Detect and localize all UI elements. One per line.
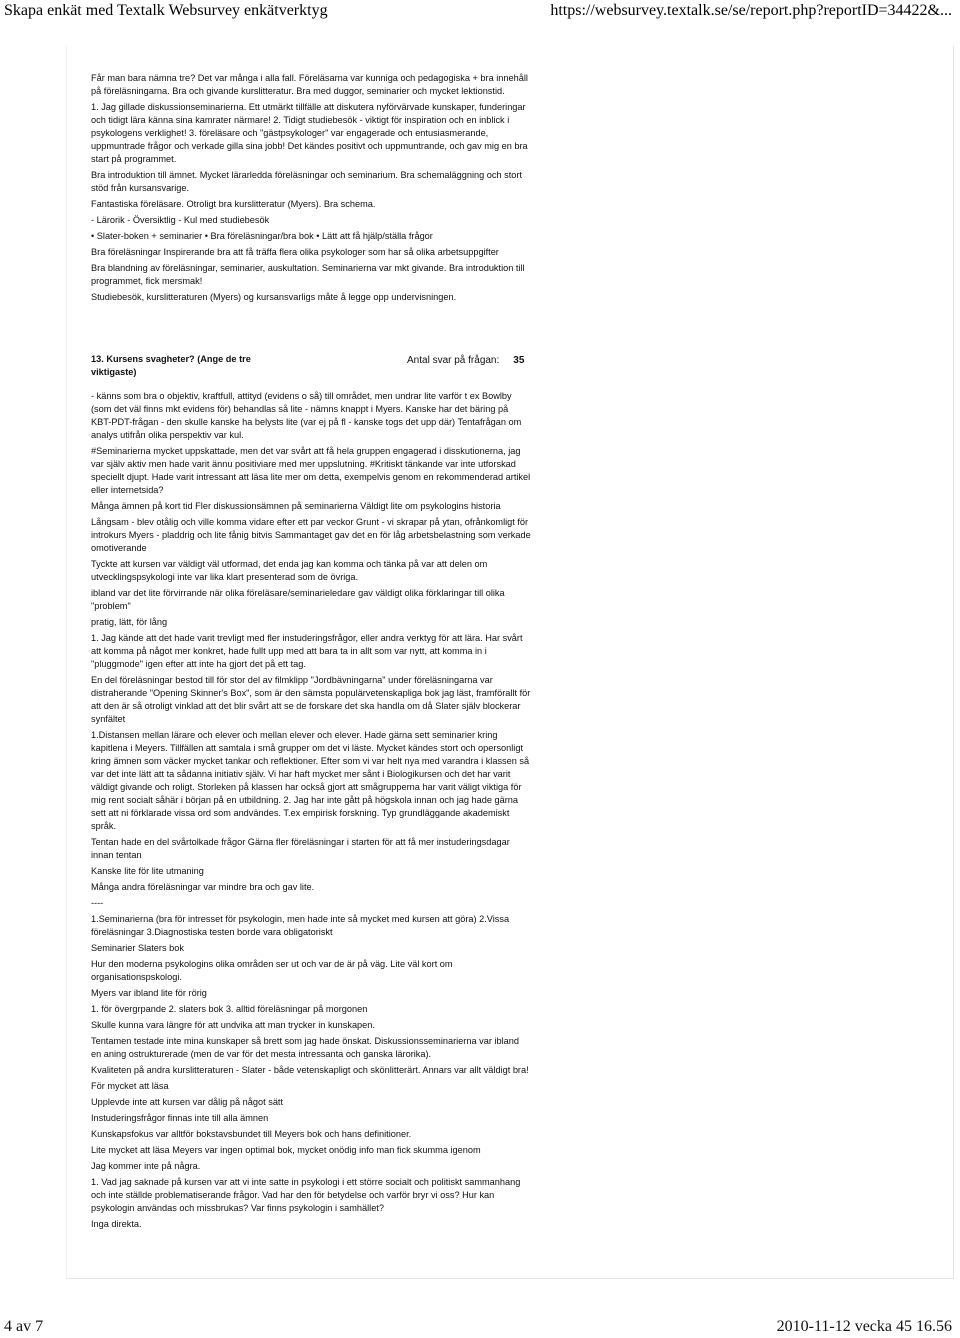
answer-item: Långsam - blev otålig och ville komma vidare efter ett par veckor Grunt - vi skrapar på ytan, ofrånkomligt för introkurs Myers - pladdrig och lite fånig bitvis Sammantaget gav det en för låg arbetsbelastning som verkade omotiverande: [91, 517, 531, 553]
answer-item: - Lärorik - Översiktlig - Kul med studiebesök: [91, 215, 270, 225]
answer-item: ibland var det lite förvirrande när olika föreläsare/seminarieledare gav väldigt olika förklaringar till olika "problem": [91, 588, 505, 611]
answer-item: Tentan hade en del svårtolkade frågor Gärna fler föreläsningar i starten för att få mer instuderingsdagar innan tentan: [91, 837, 510, 860]
previous-question-answers: [91, 72, 536, 307]
answer-item: Tentamen testade inte mina kunskaper så brett som jag hade önskat. Diskussionsseminarierna var ibland en aning ostrukturerade (men de var för det mesta intressanta och ganska lärorika).: [91, 1036, 519, 1059]
answer-item: Studiebesök, kurslitteraturen (Myers) og kursansvarligs måte å legge opp undervisningen.: [91, 292, 457, 302]
answer-item: Får man bara nämna tre? Det var många i alla fall. Föreläsarna var kunniga och pedagogiska + bra innehåll på föreläsningarna. Bra och givande kurslitteratur. Bra med duggor, seminarier och mycket lektionstid.: [91, 73, 528, 96]
answer-item: Kvaliteten på andra kurslitteraturen - Slater - både vetenskapligt och skönlitterärt. Annars var allt väldigt bra!: [91, 1065, 529, 1075]
answer-item: Bra introduktion till ämnet. Mycket lärarledda föreläsningar och seminarium. Bra schemaläggning och stort stöd från kursansvarige.: [91, 170, 522, 193]
answer-item: Kunskapsfokus var alltför bokstavsbundet till Meyers bok och hans definitioner.: [91, 1129, 412, 1139]
print-date: 2010-11-12 vecka 45 16.56: [776, 1318, 952, 1335]
answer-count: [407, 355, 524, 366]
answer-item: Upplevde inte att kursen var dålig på något sätt: [91, 1097, 284, 1107]
answer-item: 1. Jag gillade diskussionseminarierna. Ett utmärkt tillfälle att diskutera nyförvärvade kunskaper, funderingar och tidigt lära känna sina kamrater närmare! 2. Tidigt studiebesök - viktigt för inspiration och en inblick i psykologens verklighet! 3. föreläsare och "gästpsykologer" var engagerade och entusiasmerande, uppmuntrade frågor och verkade gilla sina jobb! Det kändes positivt och uppmuntrande, och gav mig en bra start på programmet.: [91, 102, 528, 164]
answer-item: Tyckte att kursen var väldigt väl utformad, det enda jag kan komma och tänka på var att delen om utvecklingspsykologi inte var lika klart presenterad som de övriga.: [91, 559, 488, 582]
answer-item: • Slater-boken + seminarier • Bra föreläsningar/bra bok • Lätt att få hjälp/ställa frågor: [91, 231, 433, 241]
answer-item: Många ämnen på kort tid Fler diskussionsämnen på seminarierna Väldigt lite om psykologins historia: [91, 501, 501, 511]
answer-item: Skulle kunna vara längre för att undvika att man trycker in kunskapen.: [91, 1020, 375, 1030]
answer-item: ----: [91, 898, 104, 908]
answer-item: Många andra föreläsningar var mindre bra och gav lite.: [91, 882, 315, 892]
answer-item: 1. Jag kände att det hade varit trevligt med fler instuderingsfrågor, eller andra verktyg för att lära. Har svårt att komma på något mer konkret, hade fullt upp med att bara ta in allt som var nytt, att komma in i "pluggmode" igen efter att inte ha gjort det på ett tag.: [91, 633, 523, 669]
answer-item: Fantastiska föreläsare. Otroligt bra kurslitteratur (Myers). Bra schema.: [91, 199, 376, 209]
answer-item: pratig, lätt, för lång: [91, 617, 168, 627]
answer-item: 1.Seminarierna (bra för intresset för psykologin, men hade inte så mycket med kursen att göra) 2.Vissa föreläsningar 3.Diagnostiska testen borde vara obligatoriskt: [91, 914, 510, 937]
answer-item: Instuderingsfrågor finnas inte till alla ämnen: [91, 1113, 269, 1123]
browser-page-url: https://websurvey.textalk.se/se/report.php?reportID=34422&...: [550, 2, 952, 19]
answer-item: Bra blandning av föreläsningar, seminarier, auskultation. Seminarierna var mkt givande. Bra introduktion till programmet, fick mersmak!: [91, 263, 525, 286]
question-answers: [91, 390, 531, 1234]
answer-item: Inga direkta.: [91, 1219, 142, 1229]
answer-item: - känns som bra o objektiv, kraftfull, attityd (evidens o så) till området, men undrar lite varför t ex Bowlby (som det väl finns mkt evidens för) behandlas så lite - nämns knappt i Myers. Kanske har det bäring på KBT-PDT-frågan - den skulle kanske ha belysts lite (var ej på fl - kanske togs det upp där) Tentafrågan om analys utifrån olika perspektiv var kul.: [91, 391, 522, 440]
answer-item: Hur den moderna psykologins olika områden ser ut och var de är på väg. Lite väl kort om organisationspskologi.: [91, 959, 453, 982]
answer-item: Lite mycket att läsa Meyers var ingen optimal bok, mycket onödig info man fick skumma igenom: [91, 1145, 481, 1155]
answer-item: Bra föreläsningar Inspirerande bra att få träffa flera olika psykologer som har så olika arbetsuppgifter: [91, 247, 499, 257]
answer-item: Kanske lite för lite utmaning: [91, 866, 204, 876]
answer-item: Myers var ibland lite för rörig: [91, 988, 207, 998]
answer-count-value: 35: [513, 355, 525, 366]
answer-item: En del föreläsningar bestod till för stor del av filmklipp "Jordbävningarna" under föreläsningarna var distraherande "Opening Skinner's Box", som är den sämsta populärvetenskapliga bok jag läst, framförallt för att den är så otroligt vinklad att det blir svårt att se de forskare det ska handla om då Slater själv blockerar synfältet: [91, 675, 531, 724]
answer-item: Seminarier Slaters bok: [91, 943, 184, 953]
answer-item: 1. Vad jag saknade på kursen var att vi inte satte in psykologi i ett större socialt och politiskt sammanhang och inte ställde problematiserande frågor. Vad har den för betydelse och varför bryr vi oss? Hur kan psykologin användas och missbrukas? Var finns psykologin i samhället?: [91, 1177, 521, 1213]
answer-count-label: Antal svar på frågan:: [407, 355, 500, 366]
answer-item: Jag kommer inte på några.: [91, 1161, 201, 1171]
answer-item: 1.Distansen mellan lärare och elever och mellan elever och elever. Hade gärna sett seminarier kring kapitlena i Meyers. Tillfällen att samtala i små grupper om det vi läste. Mycket kändes stort och opersonligt kring ämnen som väcker mycket tankar och reflektioner. Efter som vi var helt nya med varandra i klassen så var det inte lätt att ta sådanna initiativ själv. Vi har haft mycket mer sånt i Biologikursen och det har varit väldigt givande och roligt. Storleken på klassen har också gjort att smågrupperna har varit väligt viktiga för mig rent socialt såhär i början på en utbildning. 2. Jag har inte gått på högskola innan och jag hade gärna sett att ni förklarade vissa ord som andvändes. T.ex empirisk forskning. Typ grundläggande akademiskt språk.: [91, 730, 530, 831]
browser-page-title: Skapa enkät med Textalk Websurvey enkätverktyg: [4, 2, 328, 19]
answer-item: 1. för övergrpande 2. slaters bok 3. alltid föreläsningar på morgonen: [91, 1004, 368, 1014]
answer-item: För mycket att läsa: [91, 1081, 169, 1091]
question-title: 13. Kursens svagheter? (Ange de tre viktigaste): [91, 354, 251, 377]
print-page-number: 4 av 7: [4, 1318, 44, 1335]
answer-item: #Seminarierna mycket uppskattade, men det var svårt att få hela gruppen engagerad i disskutionerna, jag var själv aktiv men hade varit ännu positiviare med mer uppslutning. #Kritiskt tänkande var inte utforskad speciellt djupt. Hade varit intressant att läsa lite mer om detta, exempelvis genom en rekommenderad artikel eller internetsida?: [91, 446, 531, 495]
